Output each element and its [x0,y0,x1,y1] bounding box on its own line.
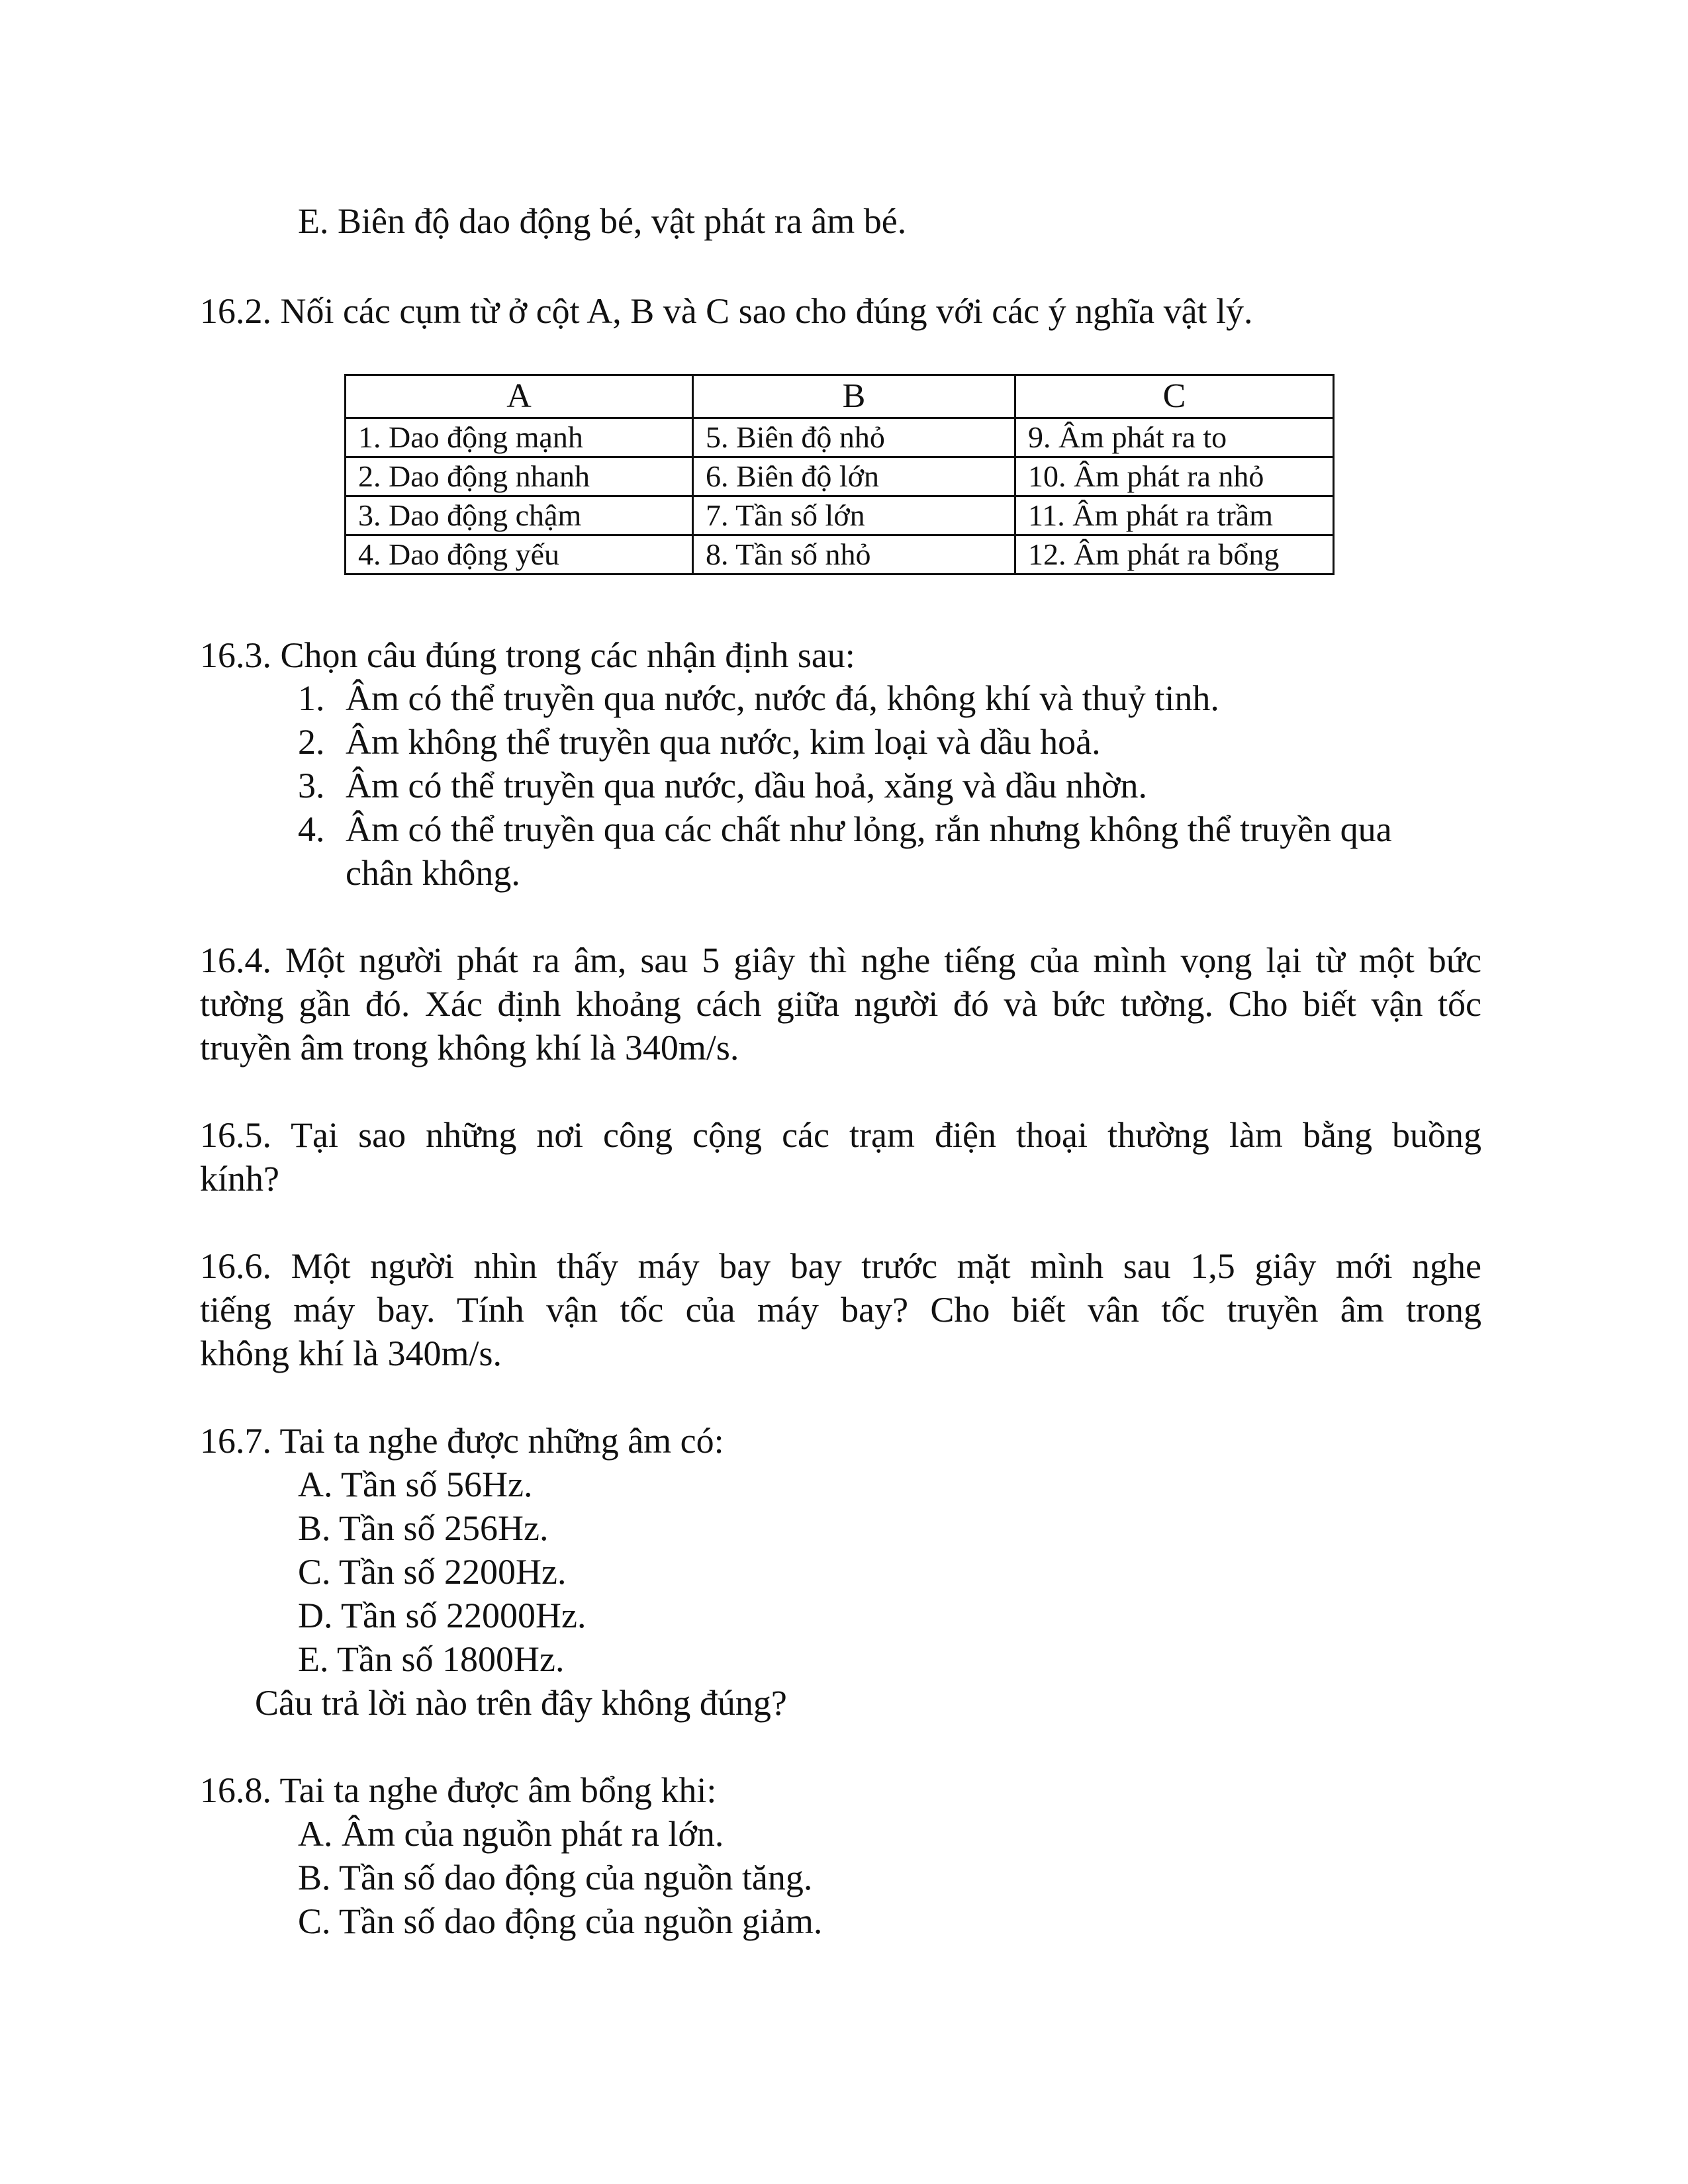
table-row [346,418,1334,457]
paragraph-line: tường gần đó. Xác định khoảng cách giữa người đó và bức tường. Cho biết vận tốc [200,984,1481,1024]
list-item-text: Âm có thể truyền qua nước, nước đá, không khí và thuỷ tinh. [346,678,1219,718]
list-item [298,764,1147,807]
table-cell: 12. Âm phát ra bổng [1015,535,1333,574]
list-item-text: Âm có thể truyền qua các chất như lỏng, rắn nhưng không thể truyền qua [346,809,1392,849]
option-item: B. Tần số dao động của nguồn tăng. [298,1858,813,1897]
table-cell: 6. Biên độ lớn [692,457,1015,496]
matching-table [344,374,1335,575]
table-cell: 7. Tần số lớn [692,496,1015,535]
question-16-8-stem: 16.8. Tai ta nghe được âm bổng khi: [200,1770,717,1810]
table-cell: 3. Dao động chậm [346,496,693,535]
list-item-continuation: chân không. [346,853,520,893]
table-row [346,457,1334,496]
column-header-b: B [692,375,1015,418]
question-16-3-stem: 16.3. Chọn câu đúng trong các nhận định sau: [200,635,855,675]
option-item: C. Tần số 2200Hz. [298,1552,567,1592]
table-cell: 2. Dao động nhanh [346,457,693,496]
table-row [346,496,1334,535]
paragraph-line: 16.4. Một người phát ra âm, sau 5 giây thì nghe tiếng của mình vọng lại từ một bức [200,940,1481,980]
question-16-4 [200,938,1481,1069]
list-item-text: Âm không thể truyền qua nước, kim loại và dầu hoả. [346,722,1101,762]
paragraph-line: truyền âm trong không khí là 340m/s. [200,1028,739,1068]
question-16-2-stem: 16.2. Nối các cụm từ ở cột A, B và C sao cho đúng với các ý nghĩa vật lý. [200,291,1253,331]
question-16-1-option-e: E. Biên độ dao động bé, vật phát ra âm bé. [298,201,907,241]
option-item: A. Âm của nguồn phát ra lớn. [298,1814,724,1854]
list-item [298,676,1219,720]
table-cell: 11. Âm phát ra trầm [1015,496,1333,535]
list-item-number: 3. [298,766,325,805]
option-item: C. Tần số dao động của nguồn giảm. [298,1901,823,1941]
paragraph-line: kính? [200,1159,279,1199]
question-16-6 [200,1244,1481,1375]
list-item [298,807,1392,851]
list-item-number: 4. [298,809,325,849]
table-cell: 5. Biên độ nhỏ [692,418,1015,457]
question-16-7-prompt: Câu trả lời nào trên đây không đúng? [255,1683,787,1723]
paragraph-line: 16.6. Một người nhìn thấy máy bay bay trước mặt mình sau 1,5 giây mới nghe [200,1246,1481,1286]
option-item: D. Tần số 22000Hz. [298,1596,586,1635]
table-cell: 4. Dao động yếu [346,535,693,574]
column-header-a: A [346,375,693,418]
list-item-text: Âm có thể truyền qua nước, dầu hoả, xăng và dầu nhờn. [346,766,1148,805]
table-cell: 8. Tần số nhỏ [692,535,1015,574]
option-item: B. Tần số 256Hz. [298,1508,549,1548]
option-item: E. Tần số 1800Hz. [298,1639,565,1679]
table-row [346,535,1334,574]
option-item: A. Tần số 56Hz. [298,1465,533,1504]
question-16-5 [200,1113,1481,1201]
list-item [298,720,1101,764]
paragraph-line: tiếng máy bay. Tính vận tốc của máy bay? Cho biết vân tốc truyền âm trong [200,1290,1481,1330]
paragraph-line: 16.5. Tại sao những nơi công cộng các trạm điện thoại thường làm bằng buồng [200,1115,1481,1155]
column-header-c: C [1015,375,1333,418]
table-header-row [346,375,1334,418]
paragraph-line: không khí là 340m/s. [200,1334,502,1373]
list-item-number: 1. [298,678,325,718]
table-cell: 10. Âm phát ra nhỏ [1015,457,1333,496]
table-cell: 9. Âm phát ra to [1015,418,1333,457]
question-16-7-stem: 16.7. Tai ta nghe được những âm có: [200,1421,724,1461]
table-cell: 1. Dao động mạnh [346,418,693,457]
list-item-number: 2. [298,722,325,762]
